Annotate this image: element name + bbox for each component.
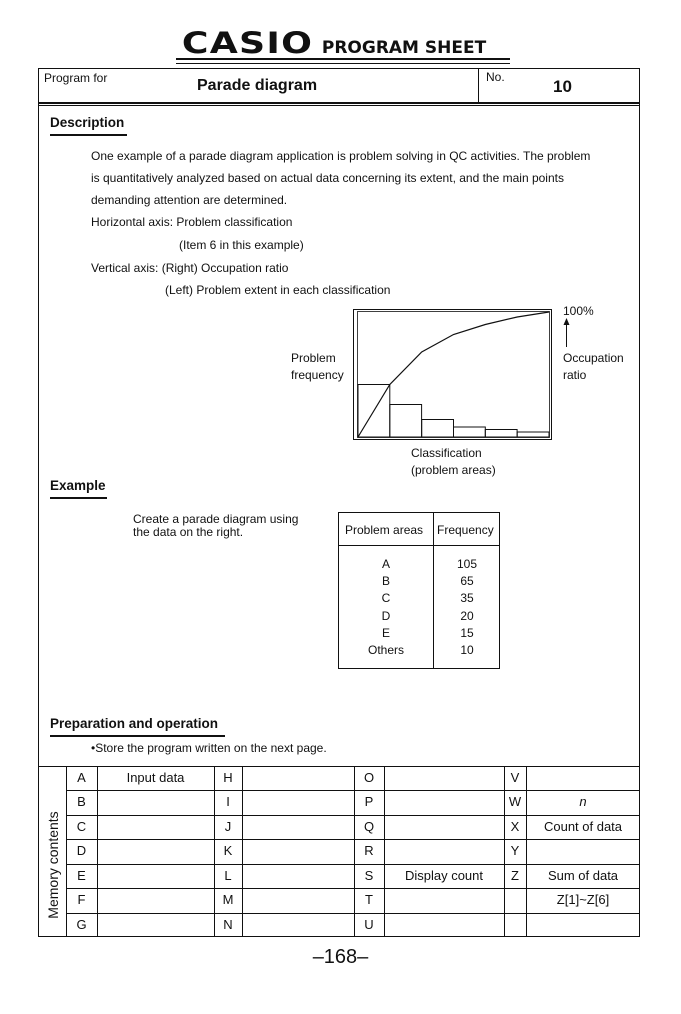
memory-register-content (384, 913, 504, 937)
memory-register-letter: V (510, 770, 520, 785)
memory-register-content (242, 864, 354, 888)
memory-contents-label: Memory contents (45, 811, 61, 919)
memory-register-letter: O (363, 770, 375, 785)
memory-register-letter: C (76, 819, 87, 834)
pareto-chart (0, 0, 681, 500)
chart-right-label: ratio (563, 368, 587, 382)
memory-register-content (242, 839, 354, 863)
table-header-divider (339, 545, 499, 546)
memory-register-letter: Y (510, 843, 520, 858)
program-number: 10 (553, 77, 572, 96)
chart-left-label: Problem (291, 351, 336, 365)
heading-underline (50, 497, 107, 499)
memory-register-letter: K (223, 843, 233, 858)
memory-register-content (242, 913, 354, 937)
memory-register-content (97, 839, 214, 863)
memory-register-content (97, 913, 214, 937)
memory-register-letter: T (365, 892, 373, 907)
memory-register-content (526, 766, 640, 790)
description-line: Horizontal axis: Problem classification (91, 215, 293, 229)
bar-c (422, 420, 454, 438)
memory-register-content: n (579, 794, 587, 809)
description-line: (Left) Problem extent in each classification (165, 283, 391, 297)
description-line: One example of a parade diagram application is problem solving in QC activities. The problem (91, 149, 591, 163)
example-text: the data on the right. (133, 525, 244, 539)
cumulative-line (358, 312, 549, 437)
memory-register-letter: E (77, 868, 86, 883)
preparation-heading: Preparation and operation (50, 716, 219, 731)
memory-register-letter: P (364, 794, 374, 809)
table-cell: 65 (460, 574, 474, 589)
heading-underline (50, 735, 225, 737)
bar-others (517, 432, 549, 437)
table-header-frequency: Frequency (437, 523, 494, 537)
table-cell: Others (367, 643, 404, 658)
description-line: is quantitatively analyzed based on actual data concerning its extent, and the main points (91, 171, 564, 185)
memory-register-content: Z[1]~Z[6] (556, 892, 610, 907)
table-cell: D (381, 608, 391, 623)
memory-register-content (97, 888, 214, 912)
memory-register-content (242, 815, 354, 839)
memory-register-letter: B (77, 794, 86, 809)
memory-register-content (97, 864, 214, 888)
memory-register-content: Count of data (543, 819, 623, 834)
memory-register-letter: Q (363, 819, 375, 834)
program-number-label: No. (486, 70, 505, 84)
description-line: demanding attention are determined. (91, 193, 288, 207)
chart-right-label: Occupation (563, 351, 624, 365)
example-text: Create a parade diagram using (133, 512, 299, 526)
description-line: (Item 6 in this example) (179, 238, 304, 252)
bar-b (390, 405, 422, 438)
memory-register-letter: U (364, 917, 374, 932)
memory-register-letter: H (223, 770, 233, 785)
memory-register-letter: L (224, 868, 232, 883)
memory-register-content (526, 913, 640, 937)
table-cell: 35 (460, 591, 474, 606)
memory-register-content (384, 790, 504, 814)
memory-register-letter: F (77, 892, 86, 907)
memory-contents-table (38, 766, 640, 937)
memory-register-letter: Z (511, 868, 519, 883)
chart-left-label: frequency (291, 368, 344, 382)
memory-register-letter: A (77, 770, 86, 785)
table-cell: 15 (460, 625, 474, 640)
memory-register-content (242, 790, 354, 814)
memory-register-content: Sum of data (547, 868, 619, 883)
bar-e (485, 430, 517, 438)
memory-register-content (384, 888, 504, 912)
memory-register-letter (504, 913, 526, 937)
memory-register-letter: J (224, 819, 232, 834)
memory-register-content: Display count (404, 868, 484, 883)
example-heading: Example (50, 478, 106, 493)
memory-register-content (384, 839, 504, 863)
table-cell: B (381, 574, 390, 589)
memory-register-content (97, 815, 214, 839)
memory-register-content (242, 888, 354, 912)
memory-register-content (384, 766, 504, 790)
chart-x-label: Classification (411, 446, 482, 460)
program-for-label: Program for (44, 71, 108, 85)
table-areas-column (339, 556, 433, 659)
table-frequency-column (434, 556, 500, 659)
memory-register-letter (504, 888, 526, 912)
page-number: –168– (312, 946, 369, 968)
memory-register-letter: X (510, 819, 520, 834)
table-header-areas: Problem areas (345, 523, 424, 537)
program-name: Parade diagram (197, 77, 318, 94)
table-cell: 20 (460, 608, 474, 623)
memory-register-content (242, 766, 354, 790)
memory-register-letter: N (223, 917, 233, 932)
bar-d (454, 427, 486, 437)
table-cell: E (381, 625, 390, 640)
table-cell: 10 (460, 643, 474, 658)
memory-register-letter: I (226, 794, 230, 809)
memory-register-letter: W (508, 794, 522, 809)
example-data-table (338, 512, 500, 669)
memory-register-letter: G (76, 917, 87, 932)
table-cell: 105 (456, 557, 478, 571)
description-line: Vertical axis: (Right) Occupation ratio (91, 261, 289, 275)
memory-register-content (526, 839, 640, 863)
memory-register-content (97, 790, 214, 814)
memory-register-letter: S (364, 868, 374, 883)
memory-register-letter: M (222, 892, 234, 907)
memory-register-letter: D (76, 843, 87, 858)
brand-logo: CASIO (181, 26, 313, 60)
memory-register-content: Input data (126, 770, 185, 785)
table-cell: A (381, 557, 390, 571)
memory-register-content (384, 815, 504, 839)
chart-top-right-label: 100% (563, 304, 594, 318)
description-heading: Description (50, 115, 125, 130)
chart-x-label: (problem areas) (411, 463, 496, 477)
sheet-title: PROGRAM SHEET (321, 38, 487, 58)
occupation-arrow-head (564, 318, 570, 325)
chart-plot-area (358, 312, 550, 438)
table-cell: C (381, 591, 391, 606)
memory-register-letter: R (364, 843, 374, 858)
preparation-instruction: •Store the program written on the next page. (91, 741, 327, 755)
